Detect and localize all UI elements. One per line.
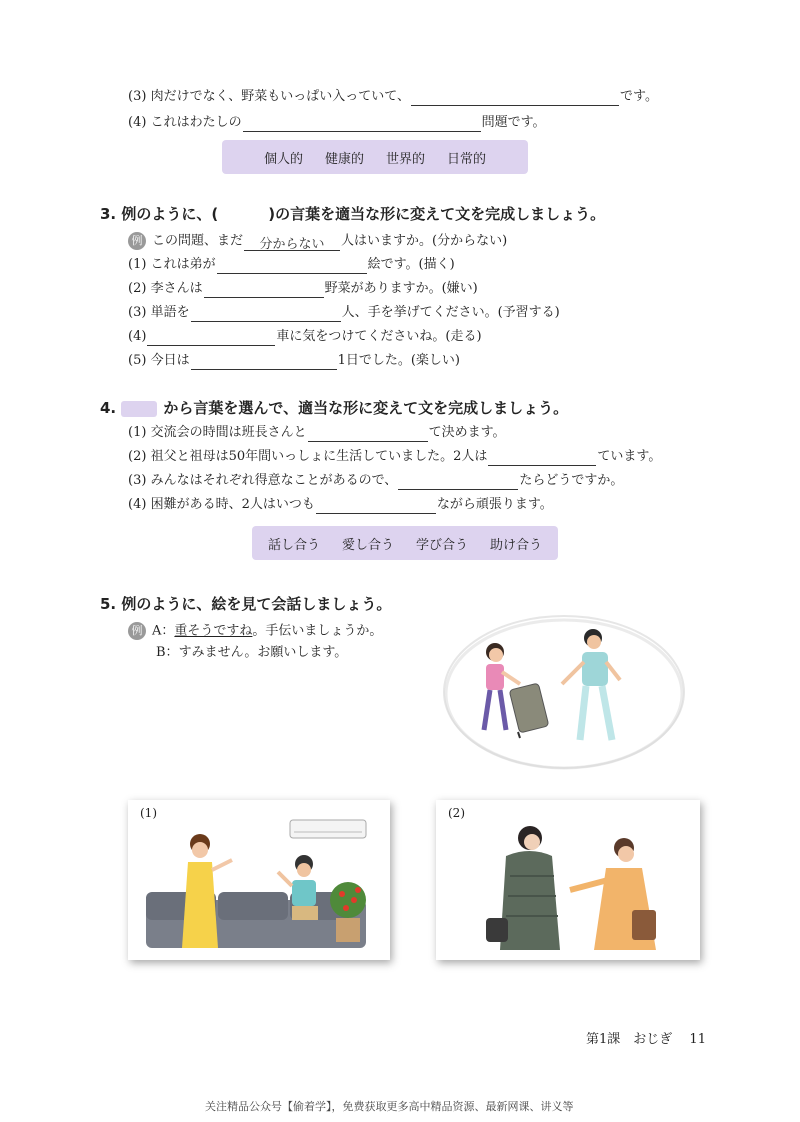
sentence-end: たらどうですか。 (519, 473, 624, 488)
answer-blank[interactable] (411, 91, 619, 106)
page-number: 11 (689, 1032, 706, 1047)
word-choice: 助け合う (490, 537, 543, 553)
answer-blank[interactable] (488, 451, 596, 466)
item-number: (3) (128, 89, 147, 104)
word-choice: 健康的 (324, 151, 364, 167)
section3-title (100, 204, 605, 224)
speaker-label: B： (156, 645, 179, 660)
lesson-label: 第1課 おじぎ (586, 1032, 673, 1047)
sentence-end: 人、手を挙げてください。(予習する) (341, 305, 560, 320)
underlined-phrase: 重そうですね (174, 623, 253, 639)
sentence-end: ています。 (597, 449, 662, 464)
section3-item-5 (128, 352, 460, 370)
answer-blank[interactable] (204, 283, 324, 298)
sentence-start: 単語を (150, 305, 190, 320)
page-footer (586, 1028, 706, 1047)
item-number: (3) (128, 305, 147, 320)
word-choice: 愛し合う (341, 537, 394, 553)
sentence-start: 交流会の時間は班長さんと (150, 425, 307, 440)
title-text: から言葉を選んで、適当な形に変えて文を完成しましょう。 (163, 399, 569, 417)
section3-item-2 (128, 280, 478, 298)
example-badge: 例 (128, 232, 146, 250)
q3-line (128, 88, 658, 106)
section4-title (100, 398, 568, 418)
sentence-end: 車に気をつけてくださいね。(走る) (276, 329, 482, 344)
answer-blank[interactable] (147, 331, 275, 346)
sentence-end: です。 (620, 89, 659, 104)
section-number: 4. (100, 399, 117, 417)
word-box-marker (121, 401, 157, 417)
word-choice: 個人的 (263, 151, 303, 167)
section5-title: 5. 例のように、絵を見て会話しましょう。 (100, 595, 392, 613)
answer-blank[interactable] (191, 307, 341, 322)
section3-item-4 (128, 328, 482, 346)
sentence-start: この問題、まだ (152, 233, 244, 249)
dialogue-line-a (128, 622, 382, 641)
speaker-label: A： (152, 623, 175, 639)
sentence-end: て決めます。 (428, 425, 506, 440)
dialogue-text: すみません。お願いします。 (178, 645, 348, 660)
watermark: 关注精品公众号【偷着学】，免费获取更多高中精品资源、最新网课、讲义等 (205, 1100, 574, 1113)
sentence-end: 絵です。(描く) (367, 257, 455, 272)
item-number: (4) (128, 115, 147, 130)
sentence-start: 祖父と祖母は50年間いっしょに生活していました。2人は (150, 449, 488, 464)
picture-2-illustration (436, 800, 700, 960)
sentence-end: 1日でした。(楽しい) (337, 353, 460, 368)
sentence-end: 問題です。 (481, 115, 546, 130)
sentence-end: ながら頑張ります。 (436, 497, 553, 512)
section3-item-3 (128, 304, 560, 322)
item-number: (1) (128, 425, 147, 440)
example-badge: 例 (128, 622, 146, 640)
item-number: (2) (128, 449, 147, 464)
sentence-start: これはわたしの (150, 115, 242, 130)
word-choice: 学び合う (416, 537, 469, 553)
sentence-end: 人はいますか。(分からない) (341, 233, 508, 249)
q4-line (128, 114, 546, 132)
section3-item-1 (128, 256, 455, 274)
picture-1-illustration (128, 800, 390, 960)
picture-2 (436, 800, 700, 960)
item-number: (5) (128, 353, 147, 368)
word-choice: 世界的 (386, 151, 426, 167)
answer-blank[interactable] (316, 499, 436, 514)
sentence-start: これは弟が (150, 257, 216, 272)
answer-blank[interactable] (243, 117, 481, 132)
sentence-end: 野菜がありますか。(嫌い) (324, 281, 478, 296)
answer-blank[interactable] (217, 259, 367, 274)
dialogue-text: 。手伝いましょうか。 (252, 623, 383, 639)
sentence-start: 今日は (150, 353, 190, 368)
picture-label: (1) (140, 806, 157, 820)
filled-answer: 分からない (244, 236, 340, 251)
answer-blank[interactable] (191, 355, 337, 370)
item-number: (3) (128, 473, 147, 488)
picture-label: (2) (448, 806, 465, 820)
title-part: 3. 例のように、( (100, 205, 219, 223)
section4-item-2 (128, 448, 661, 466)
item-number: (4) (128, 329, 147, 344)
item-number: (2) (128, 281, 147, 296)
sentence-start: 困難がある時、2人はいつも (150, 497, 315, 512)
section3-example (128, 232, 507, 251)
item-number: (4) (128, 497, 147, 512)
section4-item-1 (128, 424, 506, 442)
word-choice: 日常的 (447, 151, 487, 167)
section4-item-4 (128, 496, 553, 514)
word-choice: 話し合う (267, 537, 320, 553)
answer-blank[interactable] (398, 475, 518, 490)
answer-blank[interactable] (308, 427, 428, 442)
section4-item-3 (128, 472, 623, 490)
example-illustration (440, 612, 688, 772)
sentence-start: 李さんは (150, 281, 203, 296)
dialogue-line-b (156, 644, 347, 662)
title-part: )の言葉を適当な形に変えて文を完成しましょう。 (268, 205, 606, 223)
word-choice-box (222, 140, 528, 174)
picture-1 (128, 800, 390, 960)
sentence-start: 肉だけでなく、野菜もいっぱい入っていて、 (150, 89, 411, 104)
sentence-start: みんなはそれぞれ得意なことがあるので、 (150, 473, 398, 488)
word-choice-box (252, 526, 558, 560)
item-number: (1) (128, 257, 147, 272)
